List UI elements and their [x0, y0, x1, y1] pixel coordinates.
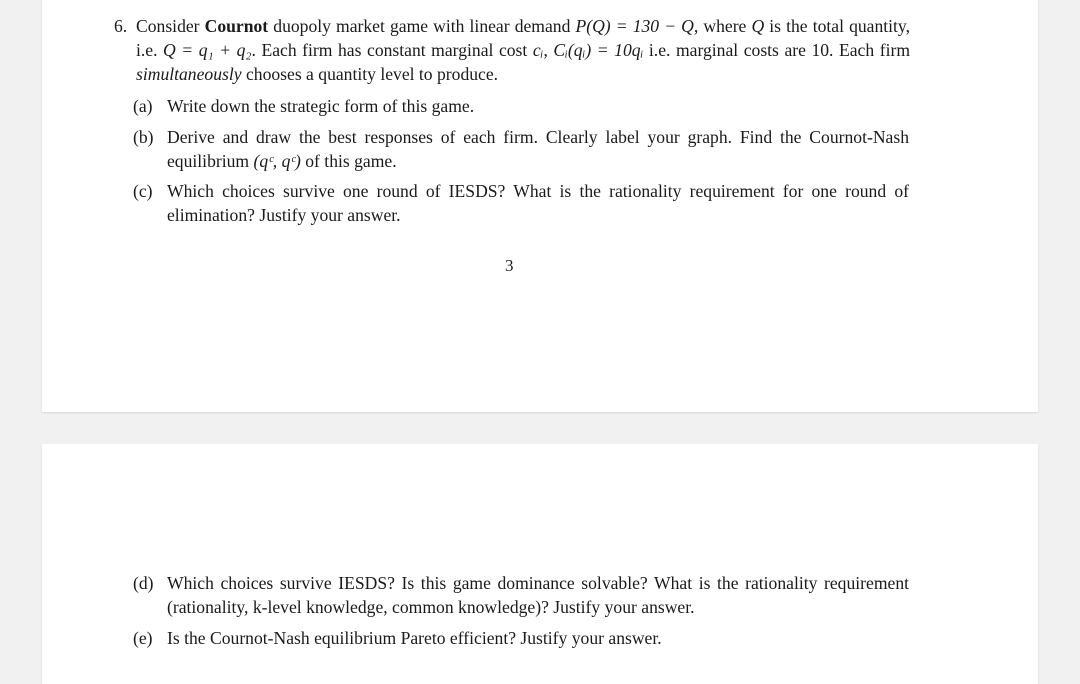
part-label: (b) [133, 127, 154, 147]
question-text: duopoly market game with linear demand [268, 16, 576, 36]
part-c [133, 179, 909, 227]
question-text: chooses a quantity level to produce. [241, 64, 499, 84]
part-b [133, 125, 909, 173]
part-a [133, 94, 909, 118]
question-number: 6. [114, 16, 128, 36]
part-e [133, 626, 909, 650]
part-label: (c) [133, 181, 153, 201]
part-text: Which choices survive IESDS? Is this game dominance solvable? What is the rationality requirement (rationality, k-level knowledge, common knowledge)? Justify your answer. [167, 573, 909, 617]
part-text: Write down the strategic form of this game. [167, 96, 475, 116]
question-6-statement [114, 14, 911, 86]
cost-formula: Cᵢ(qᵢ) = 10qᵢ [553, 40, 644, 60]
question-text: , where [693, 16, 752, 36]
part-d [133, 571, 909, 619]
part-label: (e) [133, 628, 153, 648]
math-symbol: Q [751, 16, 765, 36]
question-text: Consider [136, 16, 205, 36]
question-text: . Each firm has constant marginal cost [251, 40, 533, 60]
part-text: Derive and draw the best responses of each firm. Clearly label your graph. Find the Cournot-Nash equilibrium [167, 127, 909, 171]
equilibrium-formula: (qᶜ, qᶜ) [253, 151, 301, 171]
question-text: , [543, 40, 554, 60]
page-1 [42, 0, 1038, 412]
page-2 [42, 444, 1038, 684]
question-text: i.e. marginal costs are 10. Each firm [643, 40, 911, 60]
page-number: 3 [505, 256, 514, 275]
part-label: (a) [133, 96, 153, 116]
part-text: of this game. [300, 151, 397, 171]
demand-formula: P(Q) = 130 − Q [575, 16, 694, 36]
part-text: Is the Cournot-Nash equilibrium Pareto efficient? Justify your answer. [167, 628, 662, 648]
part-text: Which choices survive one round of IESDS? What is the rationality requirement for one round of elimination? Justify your answer. [167, 181, 909, 225]
question-text: is the total quantity, i.e. [136, 16, 910, 60]
part-label: (d) [133, 573, 154, 593]
marginal-cost-symbol: cᵢ [532, 40, 544, 60]
quantity-formula: Q = q₁ + q₂ [163, 40, 252, 60]
bold-term: Cournot [204, 16, 269, 36]
italic-word: simultaneously [136, 64, 242, 84]
